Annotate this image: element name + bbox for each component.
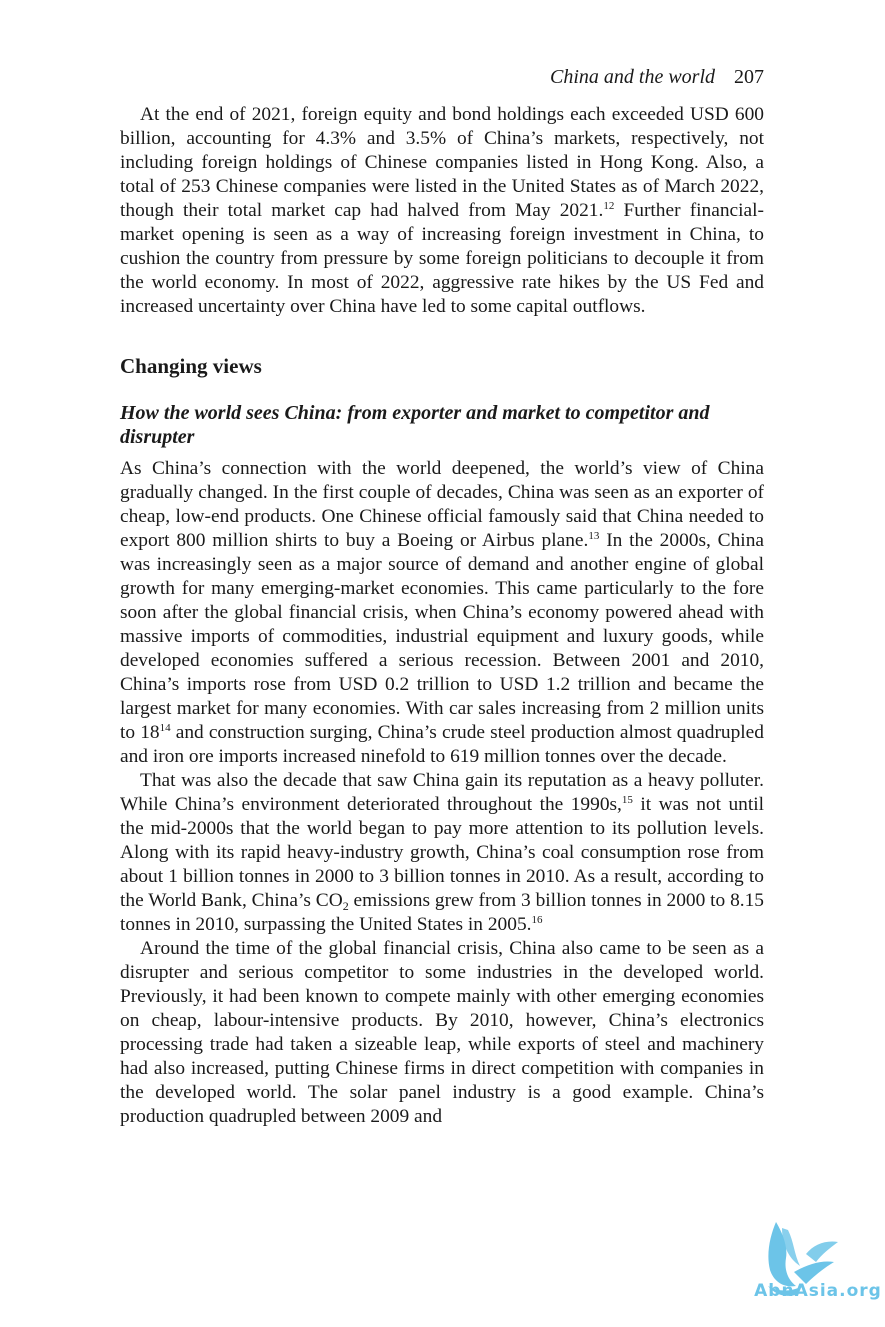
text-run: emissions grew from 3 billion tonnes in 2000 to 8.15 tonnes in 2010, surpassing the United States in 2005. [120,890,764,935]
footnote-ref-15: 15 [621,794,633,806]
text-run: Further financial-market opening is seen as a way of increasing foreign investment in China, to cushion the country from pressure by some foreign politicians to decouple it from the world economy. In most of 2022, aggressive rate hikes by the US Fed and increased uncertainty over China have led to some capital outflows. [120,200,764,317]
page-body [120,103,764,1129]
footnote-ref-12: 12 [603,200,615,212]
watermark-bird-logo-icon [748,1214,885,1324]
footnote-ref-14: 14 [159,722,171,734]
subscript-2: 2 [342,899,349,913]
text-run: As China’s connection with the world deepened, the world’s view of China gradually changed. In the first couple of decades, China was seen as an exporter of cheap, low-end products. One Chinese official famously said that China needed to export 800 million shirts to buy a Boeing or Airbus plane. [120,458,764,551]
text-run: and construction surging, China’s crude steel production almost quadrupled and iron ore imports increased ninefold to 619 million tonnes over the decade. [120,722,764,767]
text-run: That was also the decade that saw China gain its reputation as a heavy polluter. While China’s environment deteriorated throughout the 1990s, [120,770,764,815]
text-run: it was not until the mid-2000s that the world began to pay more attention to its pollution levels. Along with its rapid heavy-industry growth, China’s coal consumption rose from about 1 billion tonnes in 2000 to 3 billion tonnes in 2010. As a result, according to the World Bank, China’s CO [120,794,764,911]
footnote-ref-13: 13 [588,530,600,542]
running-header [550,64,764,90]
subsection-heading: How the world sees China: from exporter and market to competitor and disrupter [120,402,710,448]
running-title: China and the world [549,66,715,88]
section-heading: Changing views [120,354,262,378]
text-run: In the 2000s, China was increasingly seen as a major source of demand and another engine of global growth for many emerging-market economies. This came particularly to the fore soon after the global financial crisis, when China’s economy powered ahead with massive imports of commodities, industrial equipment and luxury goods, while developed economies suffered a serious recession. Between 2001 and 2010, China’s imports rose from USD 0.2 trillion to USD 1.2 trillion and became the largest market for many economies. With car sales increasing from 2 million units to 18 [120,530,764,743]
page-number: 207 [734,66,764,88]
paragraph-polluter [120,769,764,937]
footnote-ref-16: 16 [531,914,543,926]
paragraph-world-view [120,457,764,769]
watermark-text: AbnAsia.org [754,1281,882,1301]
paragraph-competitor: Around the time of the global financial crisis, China also came to be seen as a disrupter and serious competitor to some industries in the developed world. Previously, it had been known to compete mainly with other emerging economies on cheap, labour-intensive products. By 2010, however, China’s electronics processing trade had taken a sizeable leap, while exports of steel and machinery had also increased, putting Chinese firms in direct competition with companies in the developed world. The solar panel industry is a good example. China’s production quadrupled between 2009 and [120,938,764,1127]
paragraph-foreign-holdings [120,103,764,319]
text-run: At the end of 2021, foreign equity and bond holdings each exceeded USD 600 billion, accounting for 4.3% and 3.5% of China’s markets, respectively, not including foreign holdings of Chinese companies listed in Hong Kong. Also, a total of 253 Chinese companies were listed in the United States as of March 2022, though their total market cap had halved from May 2021. [120,104,764,221]
